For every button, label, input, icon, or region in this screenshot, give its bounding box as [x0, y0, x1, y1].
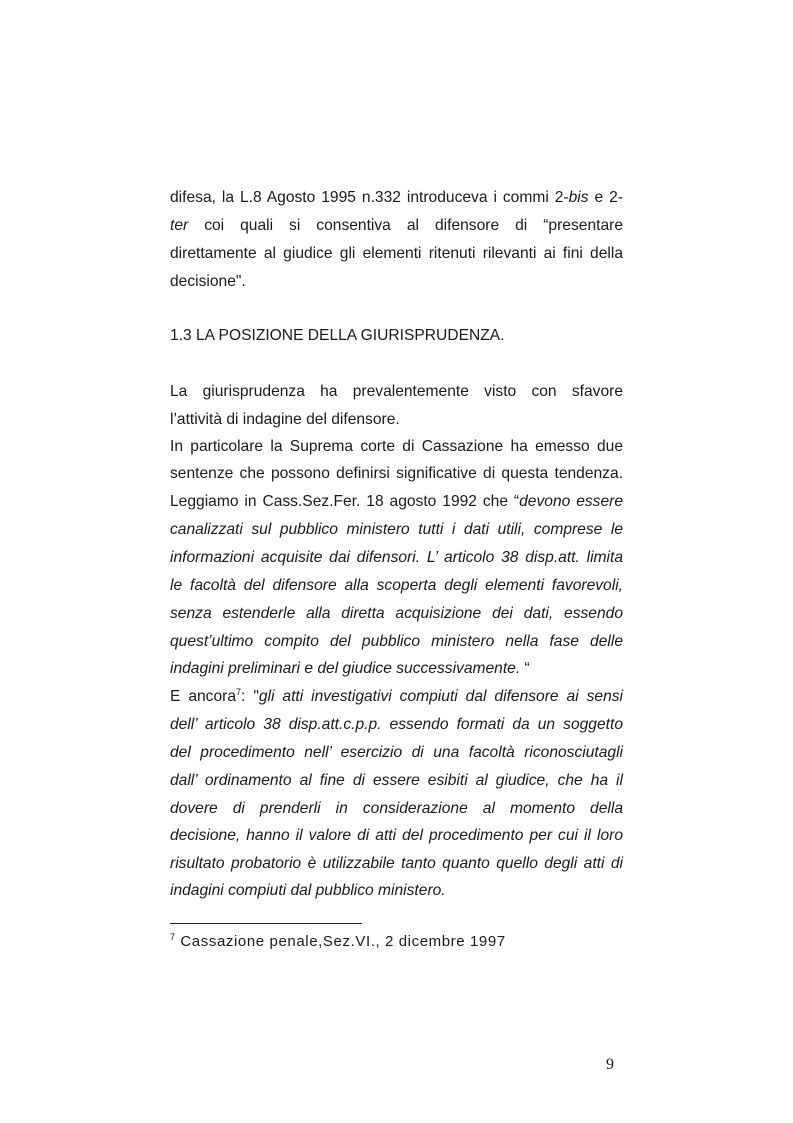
text-line — [170, 492, 623, 512]
text-line — [170, 743, 623, 763]
text-run: E ancora — [170, 688, 237, 705]
text-run: e 2- — [588, 189, 624, 206]
page-number: 9 — [606, 1056, 614, 1073]
text-run: : " — [241, 688, 259, 705]
text-line — [170, 382, 623, 402]
text-line — [170, 659, 623, 679]
section-heading: 1.3 LA POSIZIONE DELLA GIURISPRUDENZA. — [170, 327, 505, 344]
text-line — [170, 548, 623, 568]
text-line — [170, 576, 623, 596]
text-line — [170, 715, 623, 735]
footnote — [170, 933, 506, 950]
text-run: coi quali si consentiva al difensore di “presentare — [188, 217, 623, 234]
text-line — [170, 216, 623, 236]
text-run: bis — [568, 189, 589, 206]
text-run: indagini preliminari e del giudice successivamente. — [170, 660, 521, 677]
text-run: La giurisprudenza ha prevalentemente visto con sfavore — [170, 383, 623, 400]
text-line — [170, 854, 623, 874]
text-run: l’attività di indagine del difensore. — [170, 411, 400, 428]
text-run: del procedimento nell’ esercizio di una facoltà riconosciutagli — [170, 744, 623, 761]
text-run: canalizzati sul pubblico ministero tutti i dati utili, comprese le — [170, 521, 623, 538]
text-run: informazioni acquisite dai difensori. L’ articolo 38 disp.att. limita — [170, 549, 623, 566]
text-run: sentenze che possono definirsi significative di questa tendenza. — [170, 465, 623, 482]
text-run: Leggiamo in Cass.Sez.Fer. 18 agosto 1992 che “ — [170, 493, 520, 510]
text-line — [170, 188, 623, 208]
text-line — [170, 464, 623, 484]
text-run: le facoltà del difensore alla scoperta degli elementi favorevoli, — [170, 577, 623, 594]
text-run: “ — [520, 660, 530, 677]
text-line — [170, 687, 623, 707]
text-run: direttamente al giudice gli elementi ritenuti rilevanti ai fini della — [170, 245, 623, 262]
text-line — [170, 410, 623, 430]
text-line — [170, 826, 623, 846]
text-line — [170, 632, 623, 652]
text-line — [170, 771, 623, 791]
text-run: devono essere — [519, 493, 623, 510]
text-run: risultato probatorio è utilizzabile tanto quanto quello degli atti di — [170, 855, 623, 872]
footnote-text: Cassazione penale,Sez.VI., 2 dicembre 1997 — [175, 933, 506, 950]
footnote-reference: 7 — [236, 686, 242, 697]
text-run: gli atti investigativi compiuti dal difensore ai sensi — [258, 688, 623, 705]
text-line — [170, 604, 623, 624]
text-run: decisione". — [170, 273, 246, 290]
footnote-separator — [170, 923, 362, 924]
text-run: dell’ articolo 38 disp.att.c.p.p. essendo formati da un soggetto — [170, 716, 623, 733]
text-run: dovere di prenderli in considerazione al momento della — [170, 800, 623, 817]
text-line — [170, 799, 623, 819]
text-line — [170, 437, 623, 457]
text-run: dall’ ordinamento al fine di essere esibiti al giudice, che ha il — [170, 772, 623, 789]
text-line — [170, 244, 623, 264]
text-line — [170, 881, 623, 901]
text-run: In particolare la Suprema corte di Cassazione ha emesso due — [170, 438, 623, 455]
text-run: decisione, hanno il valore di atti del procedimento per cui il loro — [170, 827, 623, 844]
text-run: ter — [170, 217, 189, 234]
text-run: difesa, la L.8 Agosto 1995 n.332 introduceva i commi 2- — [170, 189, 569, 206]
text-run: quest’ultimo compito del pubblico ministero nella fase delle — [170, 633, 623, 650]
footnote-marker: 7 — [170, 932, 176, 942]
text-line — [170, 272, 623, 292]
text-run: senza estenderle alla diretta acquisizione dei dati, essendo — [170, 605, 623, 622]
text-run: indagini compiuti dal pubblico ministero. — [170, 882, 446, 899]
text-line — [170, 520, 623, 540]
